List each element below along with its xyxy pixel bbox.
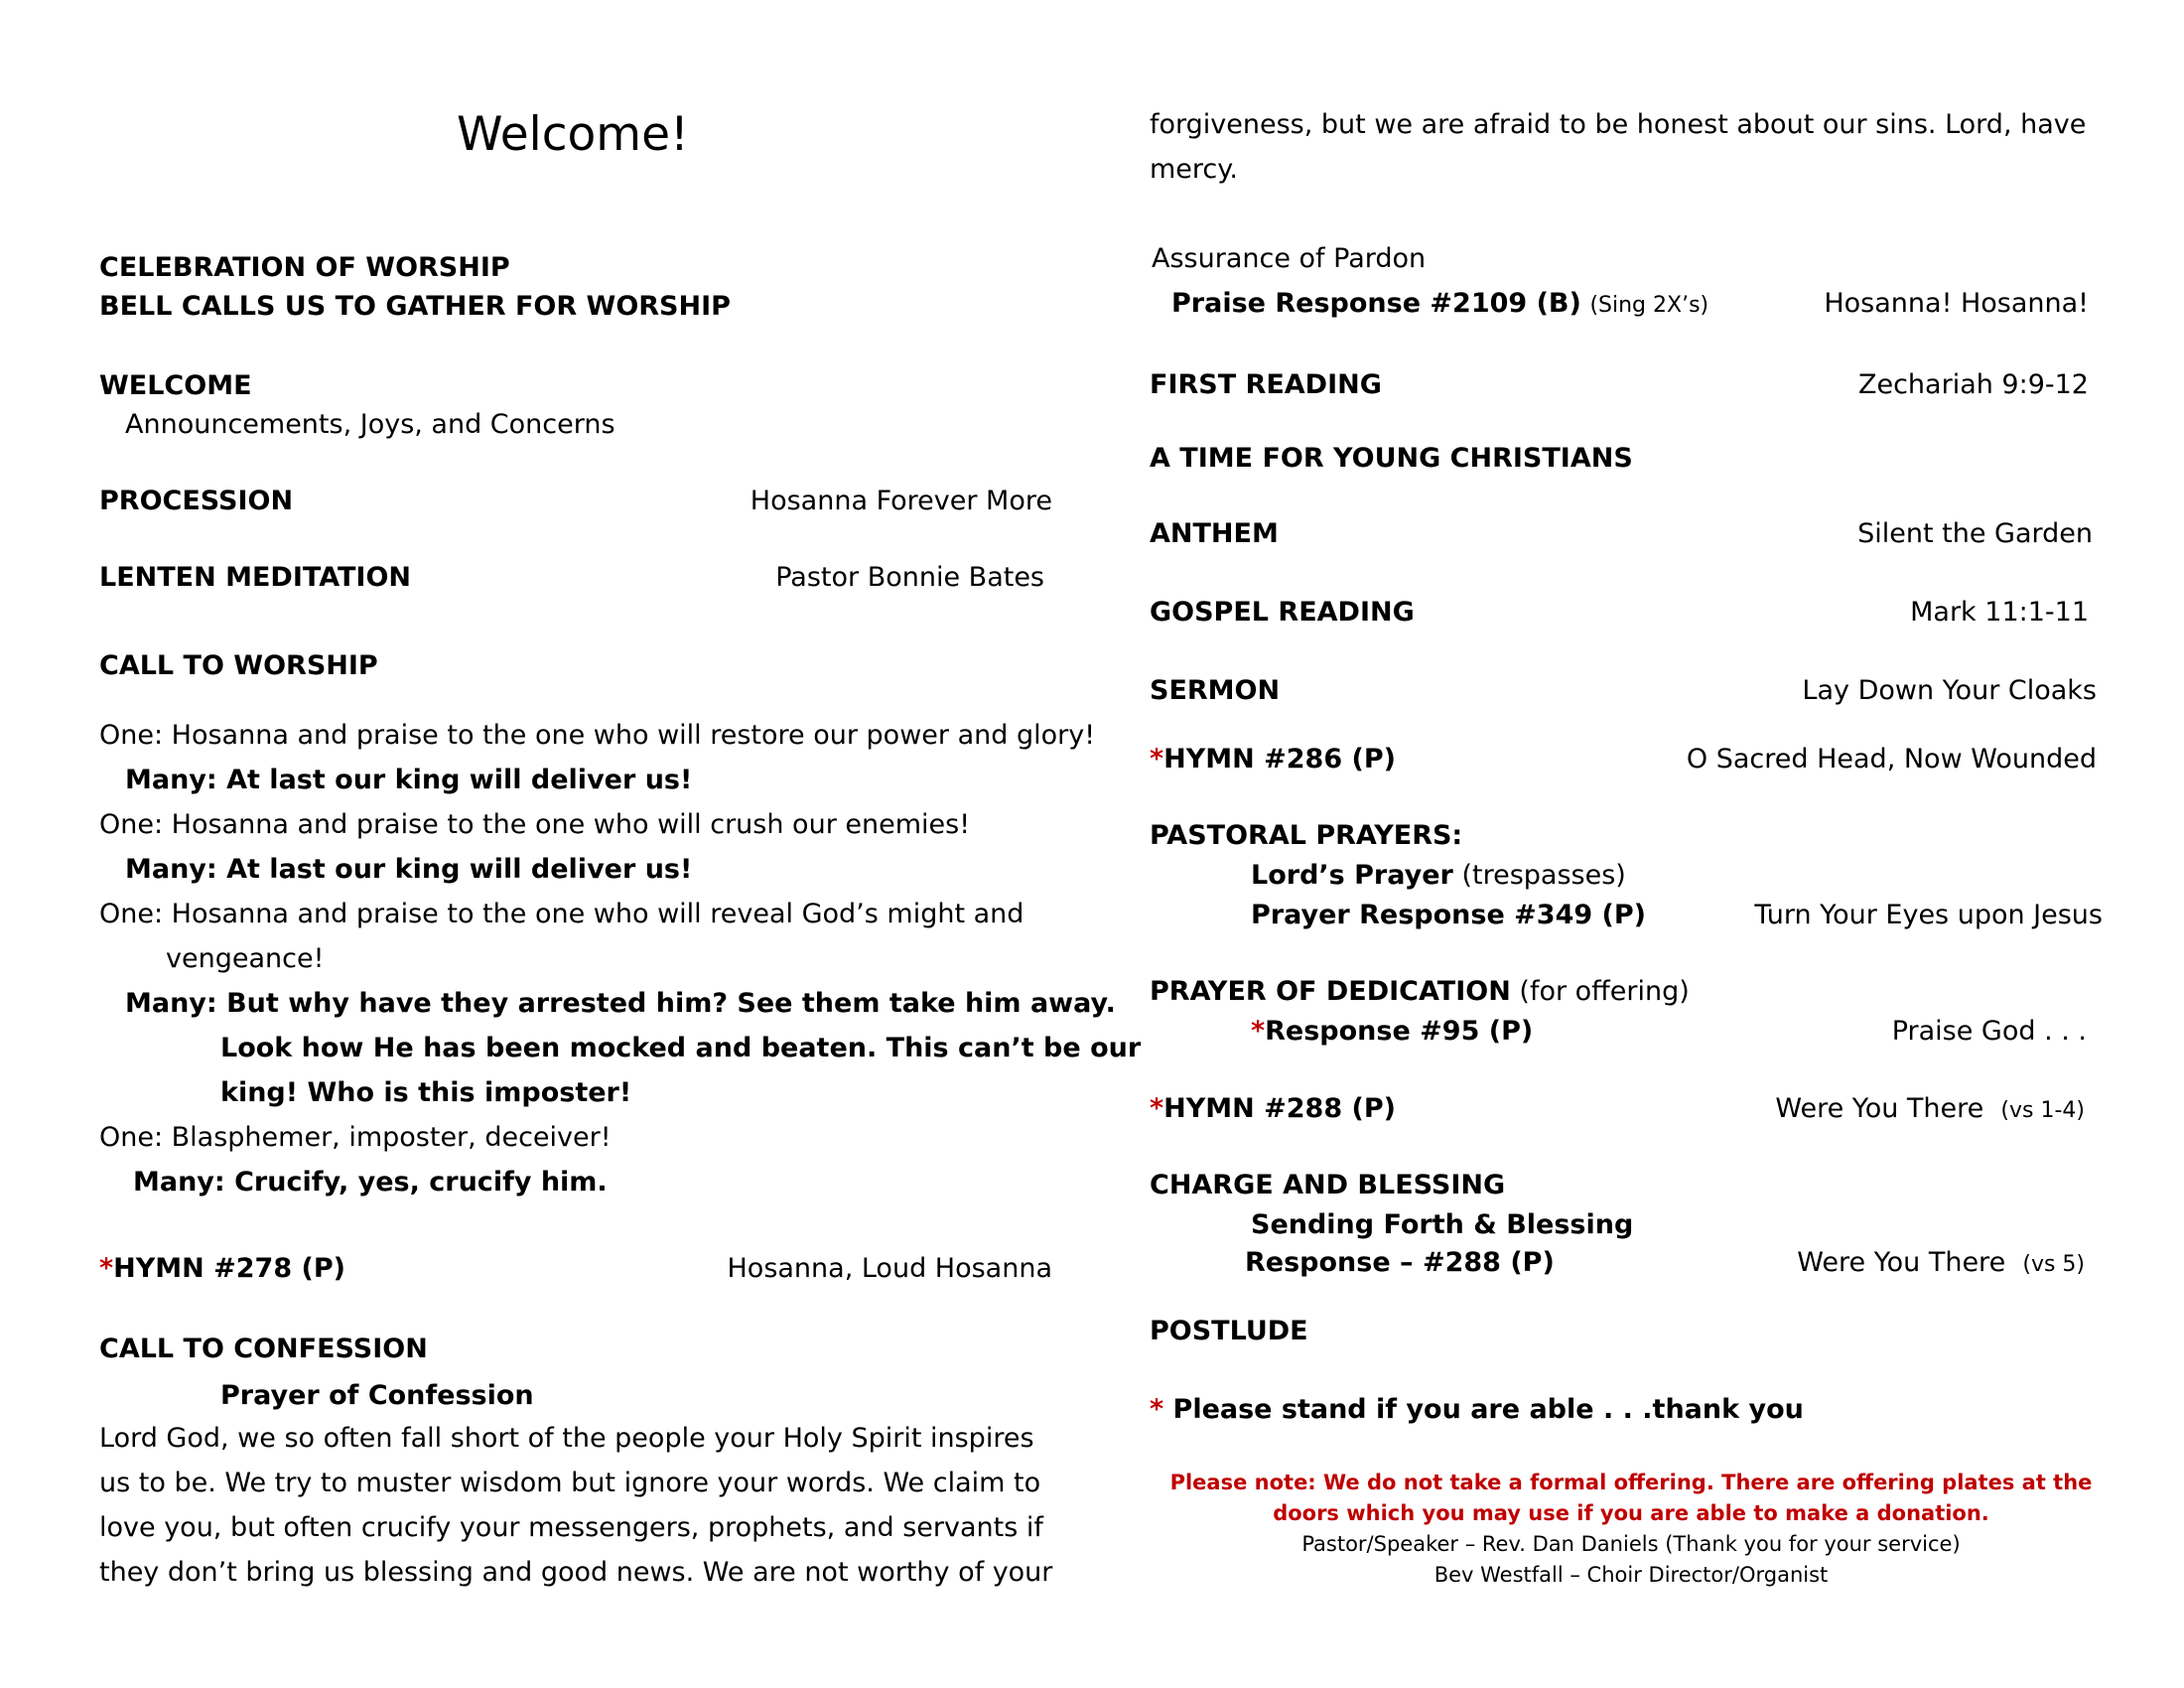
hymn-288-label bbox=[1150, 1093, 1396, 1125]
right-column bbox=[1150, 0, 2113, 1688]
litany-line: One: Blasphemer, imposter, deceiver! bbox=[99, 1122, 612, 1153]
prayer-response-value: Turn Your Eyes upon Jesus bbox=[1754, 900, 2103, 930]
hymn-286-text: HYMN #286 (P) bbox=[1163, 744, 1396, 774]
call-to-confession-heading: CALL TO CONFESSION bbox=[99, 1334, 428, 1364]
lords-prayer-line bbox=[1251, 860, 1626, 892]
hymn-278-label bbox=[99, 1253, 345, 1285]
anthem-value: Silent the Garden bbox=[1857, 518, 2093, 549]
response-95-value: Praise God . . . bbox=[1891, 1016, 2087, 1047]
prayer-response-label: Prayer Response #349 (P) bbox=[1251, 900, 1647, 930]
offering-note-line: doors which you may use if you are able to make a donation. bbox=[1273, 1501, 1989, 1525]
pastor-credit: Pastor/Speaker – Rev. Dan Daniels (Thank you for your service) bbox=[1301, 1532, 1961, 1556]
dedication-text: PRAYER OF DEDICATION bbox=[1150, 976, 1511, 1007]
lenten-label: LENTEN MEDITATION bbox=[99, 562, 412, 593]
dedication-heading bbox=[1150, 976, 1690, 1008]
confession-line: they don’t bring us blessing and good news. We are not worthy of your bbox=[99, 1557, 1053, 1588]
litany-line: vengeance! bbox=[166, 943, 325, 974]
dedication-note: (for offering) bbox=[1519, 976, 1690, 1007]
continued-line: forgiveness, but we are afraid to be honest about our sins. Lord, have bbox=[1150, 109, 2087, 140]
hymn-286-value: O Sacred Head, Now Wounded bbox=[1686, 744, 2097, 774]
litany-line: king! Who is this imposter! bbox=[220, 1077, 632, 1108]
first-reading-value: Zechariah 9:9-12 bbox=[1857, 369, 2089, 400]
offering-note-line: Please note: We do not take a formal offering. There are offering plates at the bbox=[1169, 1471, 2093, 1494]
litany-line: Many: At last our king will deliver us! bbox=[125, 765, 693, 795]
hymn-286-label bbox=[1150, 744, 1396, 775]
response-288-label: Response – #288 (P) bbox=[1245, 1247, 1555, 1278]
welcome-heading: WELCOME bbox=[99, 370, 252, 401]
response-95-text: Response #95 (P) bbox=[1265, 1016, 1534, 1047]
young-christians-heading: A TIME FOR YOUNG CHRISTIANS bbox=[1150, 443, 1633, 474]
litany-line: Many: But why have they arrested him? See them take him away. bbox=[125, 988, 1116, 1019]
page-title: Welcome! bbox=[457, 107, 689, 162]
gospel-value: Mark 11:1-11 bbox=[1910, 597, 2089, 628]
continued-line: mercy. bbox=[1150, 154, 1238, 185]
left-column bbox=[99, 0, 1142, 1688]
gospel-label: GOSPEL READING bbox=[1150, 597, 1415, 628]
assurance-heading: Assurance of Pardon bbox=[1152, 243, 1427, 274]
confession-line: love you, but often crucify your messengers, prophets, and servants if bbox=[99, 1512, 1043, 1543]
confession-line: us to be. We try to muster wisdom but ignore your words. We claim to bbox=[99, 1468, 1041, 1498]
praise-response-note: (Sing 2X’s) bbox=[1589, 293, 1709, 318]
required-star: * bbox=[1150, 1093, 1164, 1124]
first-reading-label: FIRST READING bbox=[1150, 369, 1382, 400]
procession-label: PROCESSION bbox=[99, 486, 294, 516]
confession-line: Lord God, we so often fall short of the people your Holy Spirit inspires bbox=[99, 1423, 1034, 1454]
procession-value: Hosanna Forever More bbox=[750, 486, 1052, 516]
prayer-of-confession-heading: Prayer of Confession bbox=[220, 1380, 534, 1411]
choir-credit: Bev Westfall – Choir Director/Organist bbox=[1433, 1563, 1829, 1587]
required-star: * bbox=[1251, 1016, 1266, 1047]
postlude-heading: POSTLUDE bbox=[1150, 1316, 1308, 1346]
pastoral-prayers-heading: PASTORAL PRAYERS: bbox=[1150, 820, 1463, 851]
litany-line: Look how He has been mocked and beaten. This can’t be our bbox=[220, 1033, 1142, 1063]
welcome-sub: Announcements, Joys, and Concerns bbox=[125, 409, 615, 440]
sermon-label: SERMON bbox=[1150, 675, 1281, 706]
litany-line: One: Hosanna and praise to the one who will restore our power and glory! bbox=[99, 720, 1096, 751]
response-288-title: Were You There bbox=[1797, 1247, 2006, 1278]
litany-line: Many: Crucify, yes, crucify him. bbox=[133, 1167, 608, 1197]
litany-line: One: Hosanna and praise to the one who will reveal God’s might and bbox=[99, 899, 1024, 929]
response-288-value bbox=[1797, 1247, 2085, 1279]
lenten-value: Pastor Bonnie Bates bbox=[775, 562, 1044, 593]
call-to-worship-heading: CALL TO WORSHIP bbox=[99, 650, 378, 681]
praise-response-text: Praise Response #2109 (B) bbox=[1171, 288, 1581, 319]
litany-line: One: Hosanna and praise to the one who will crush our enemies! bbox=[99, 809, 971, 840]
anthem-label: ANTHEM bbox=[1150, 518, 1279, 549]
hymn-278-text: HYMN #278 (P) bbox=[113, 1253, 345, 1284]
lords-prayer-text: Lord’s Prayer bbox=[1251, 860, 1453, 891]
celebration-heading: CELEBRATION OF WORSHIP bbox=[99, 252, 510, 283]
required-star: * bbox=[99, 1253, 114, 1284]
stand-notice bbox=[1150, 1394, 1804, 1426]
bell-heading: BELL CALLS US TO GATHER FOR WORSHIP bbox=[99, 291, 731, 322]
lords-prayer-note: (trespasses) bbox=[1461, 860, 1626, 891]
praise-response-value: Hosanna! Hosanna! bbox=[1824, 288, 2089, 319]
response-95-label bbox=[1251, 1016, 1533, 1048]
stand-notice-text: Please stand if you are able . . .thank you bbox=[1172, 1394, 1804, 1425]
sending-forth-line: Sending Forth & Blessing bbox=[1251, 1209, 1634, 1240]
required-star: * bbox=[1150, 1394, 1164, 1425]
sermon-value: Lay Down Your Cloaks bbox=[1802, 675, 2097, 706]
required-star: * bbox=[1150, 744, 1164, 774]
hymn-288-value bbox=[1775, 1093, 2085, 1125]
response-288-note: (vs 5) bbox=[2022, 1252, 2085, 1277]
hymn-288-title: Were You There bbox=[1775, 1093, 1984, 1124]
litany-line: Many: At last our king will deliver us! bbox=[125, 854, 693, 885]
hymn-288-text: HYMN #288 (P) bbox=[1163, 1093, 1396, 1124]
hymn-288-note: (vs 1-4) bbox=[2000, 1098, 2085, 1123]
hymn-278-value: Hosanna, Loud Hosanna bbox=[727, 1253, 1052, 1284]
charge-heading: CHARGE AND BLESSING bbox=[1150, 1170, 1506, 1200]
praise-response-label bbox=[1171, 288, 1708, 320]
